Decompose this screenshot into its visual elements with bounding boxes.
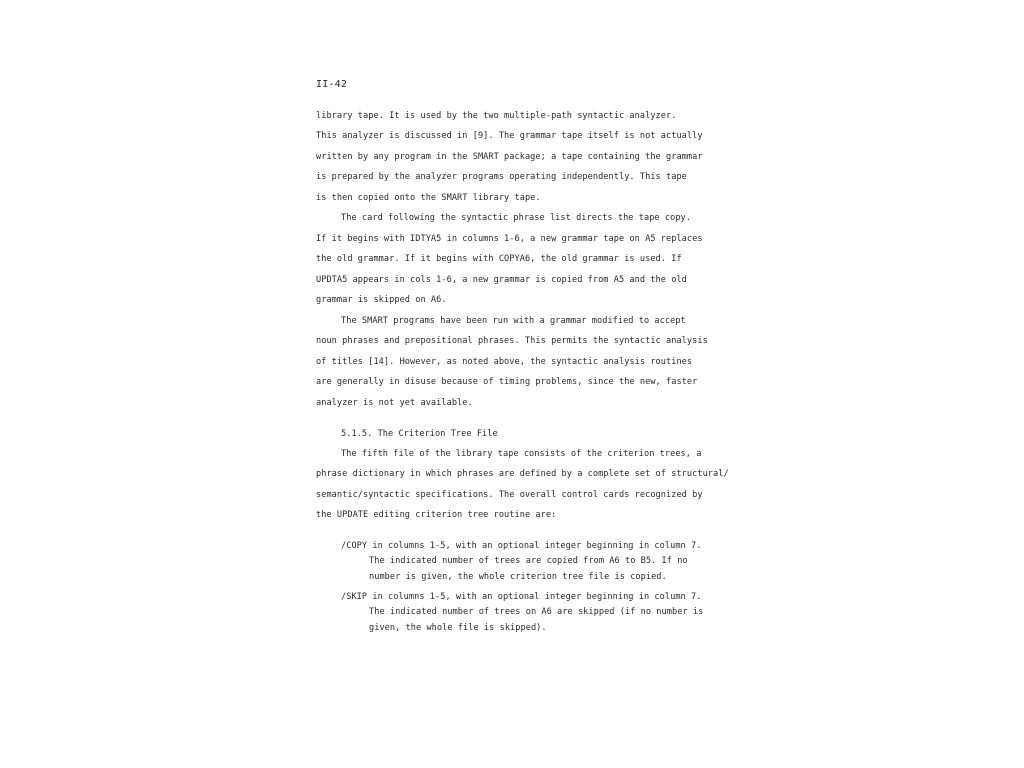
list-item-continuation: given, the whole file is skipped).	[369, 623, 547, 633]
text-line: phrase dictionary in which phrases are defined by a complete set of structural/	[316, 469, 729, 479]
text-line: written by any program in the SMART package; a tape containing the grammar	[316, 152, 703, 162]
text-line: the UPDATE editing criterion tree routine are:	[316, 510, 557, 520]
text-line: library tape. It is used by the two multiple-path syntactic analyzer.	[316, 111, 677, 121]
text-line: are generally in disuse because of timing problems, since the new, faster	[316, 377, 698, 387]
list-item-continuation: number is given, the whole criterion tree file is copied.	[369, 572, 667, 582]
text-line: The card following the syntactic phrase list directs the tape copy.	[341, 213, 691, 223]
text-line: The fifth file of the library tape consists of the criterion trees, a	[341, 449, 702, 459]
text-line: This analyzer is discussed in [9]. The grammar tape itself is not actually	[316, 131, 703, 141]
text-line: analyzer is not yet available.	[316, 398, 473, 408]
text-line: semantic/syntactic specifications. The overall control cards recognized by	[316, 490, 703, 500]
text-line: The SMART programs have been run with a grammar modified to accept	[341, 316, 686, 326]
list-item-continuation: The indicated number of trees on A6 are skipped (if no number is	[369, 607, 704, 617]
list-item: /SKIP in columns 1-5, with an optional integer beginning in column 7.	[341, 592, 702, 602]
list-item: /COPY in columns 1-5, with an optional integer beginning in column 7.	[341, 541, 702, 551]
text-line: noun phrases and prepositional phrases. This permits the syntactic analysis	[316, 336, 708, 346]
text-line: is prepared by the analyzer programs operating independently. This tape	[316, 172, 687, 182]
text-line: grammar is skipped on A6.	[316, 295, 447, 305]
section-heading: 5.1.5. The Criterion Tree File	[341, 429, 498, 439]
text-line: If it begins with IDTYA5 in columns 1-6, a new grammar tape on A5 replaces	[316, 234, 703, 244]
text-line: UPDTA5 appears in cols 1-6, a new grammar is copied from A5 and the old	[316, 275, 687, 285]
page-number: II-42	[316, 79, 348, 90]
text-line: of titles [14]. However, as noted above, the syntactic analysis routines	[316, 357, 693, 367]
text-line: the old grammar. If it begins with COPYA6, the old grammar is used. If	[316, 254, 682, 264]
list-item-continuation: The indicated number of trees are copied from A6 to B5. If no	[369, 556, 688, 566]
text-line: is then copied onto the SMART library tape.	[316, 193, 541, 203]
